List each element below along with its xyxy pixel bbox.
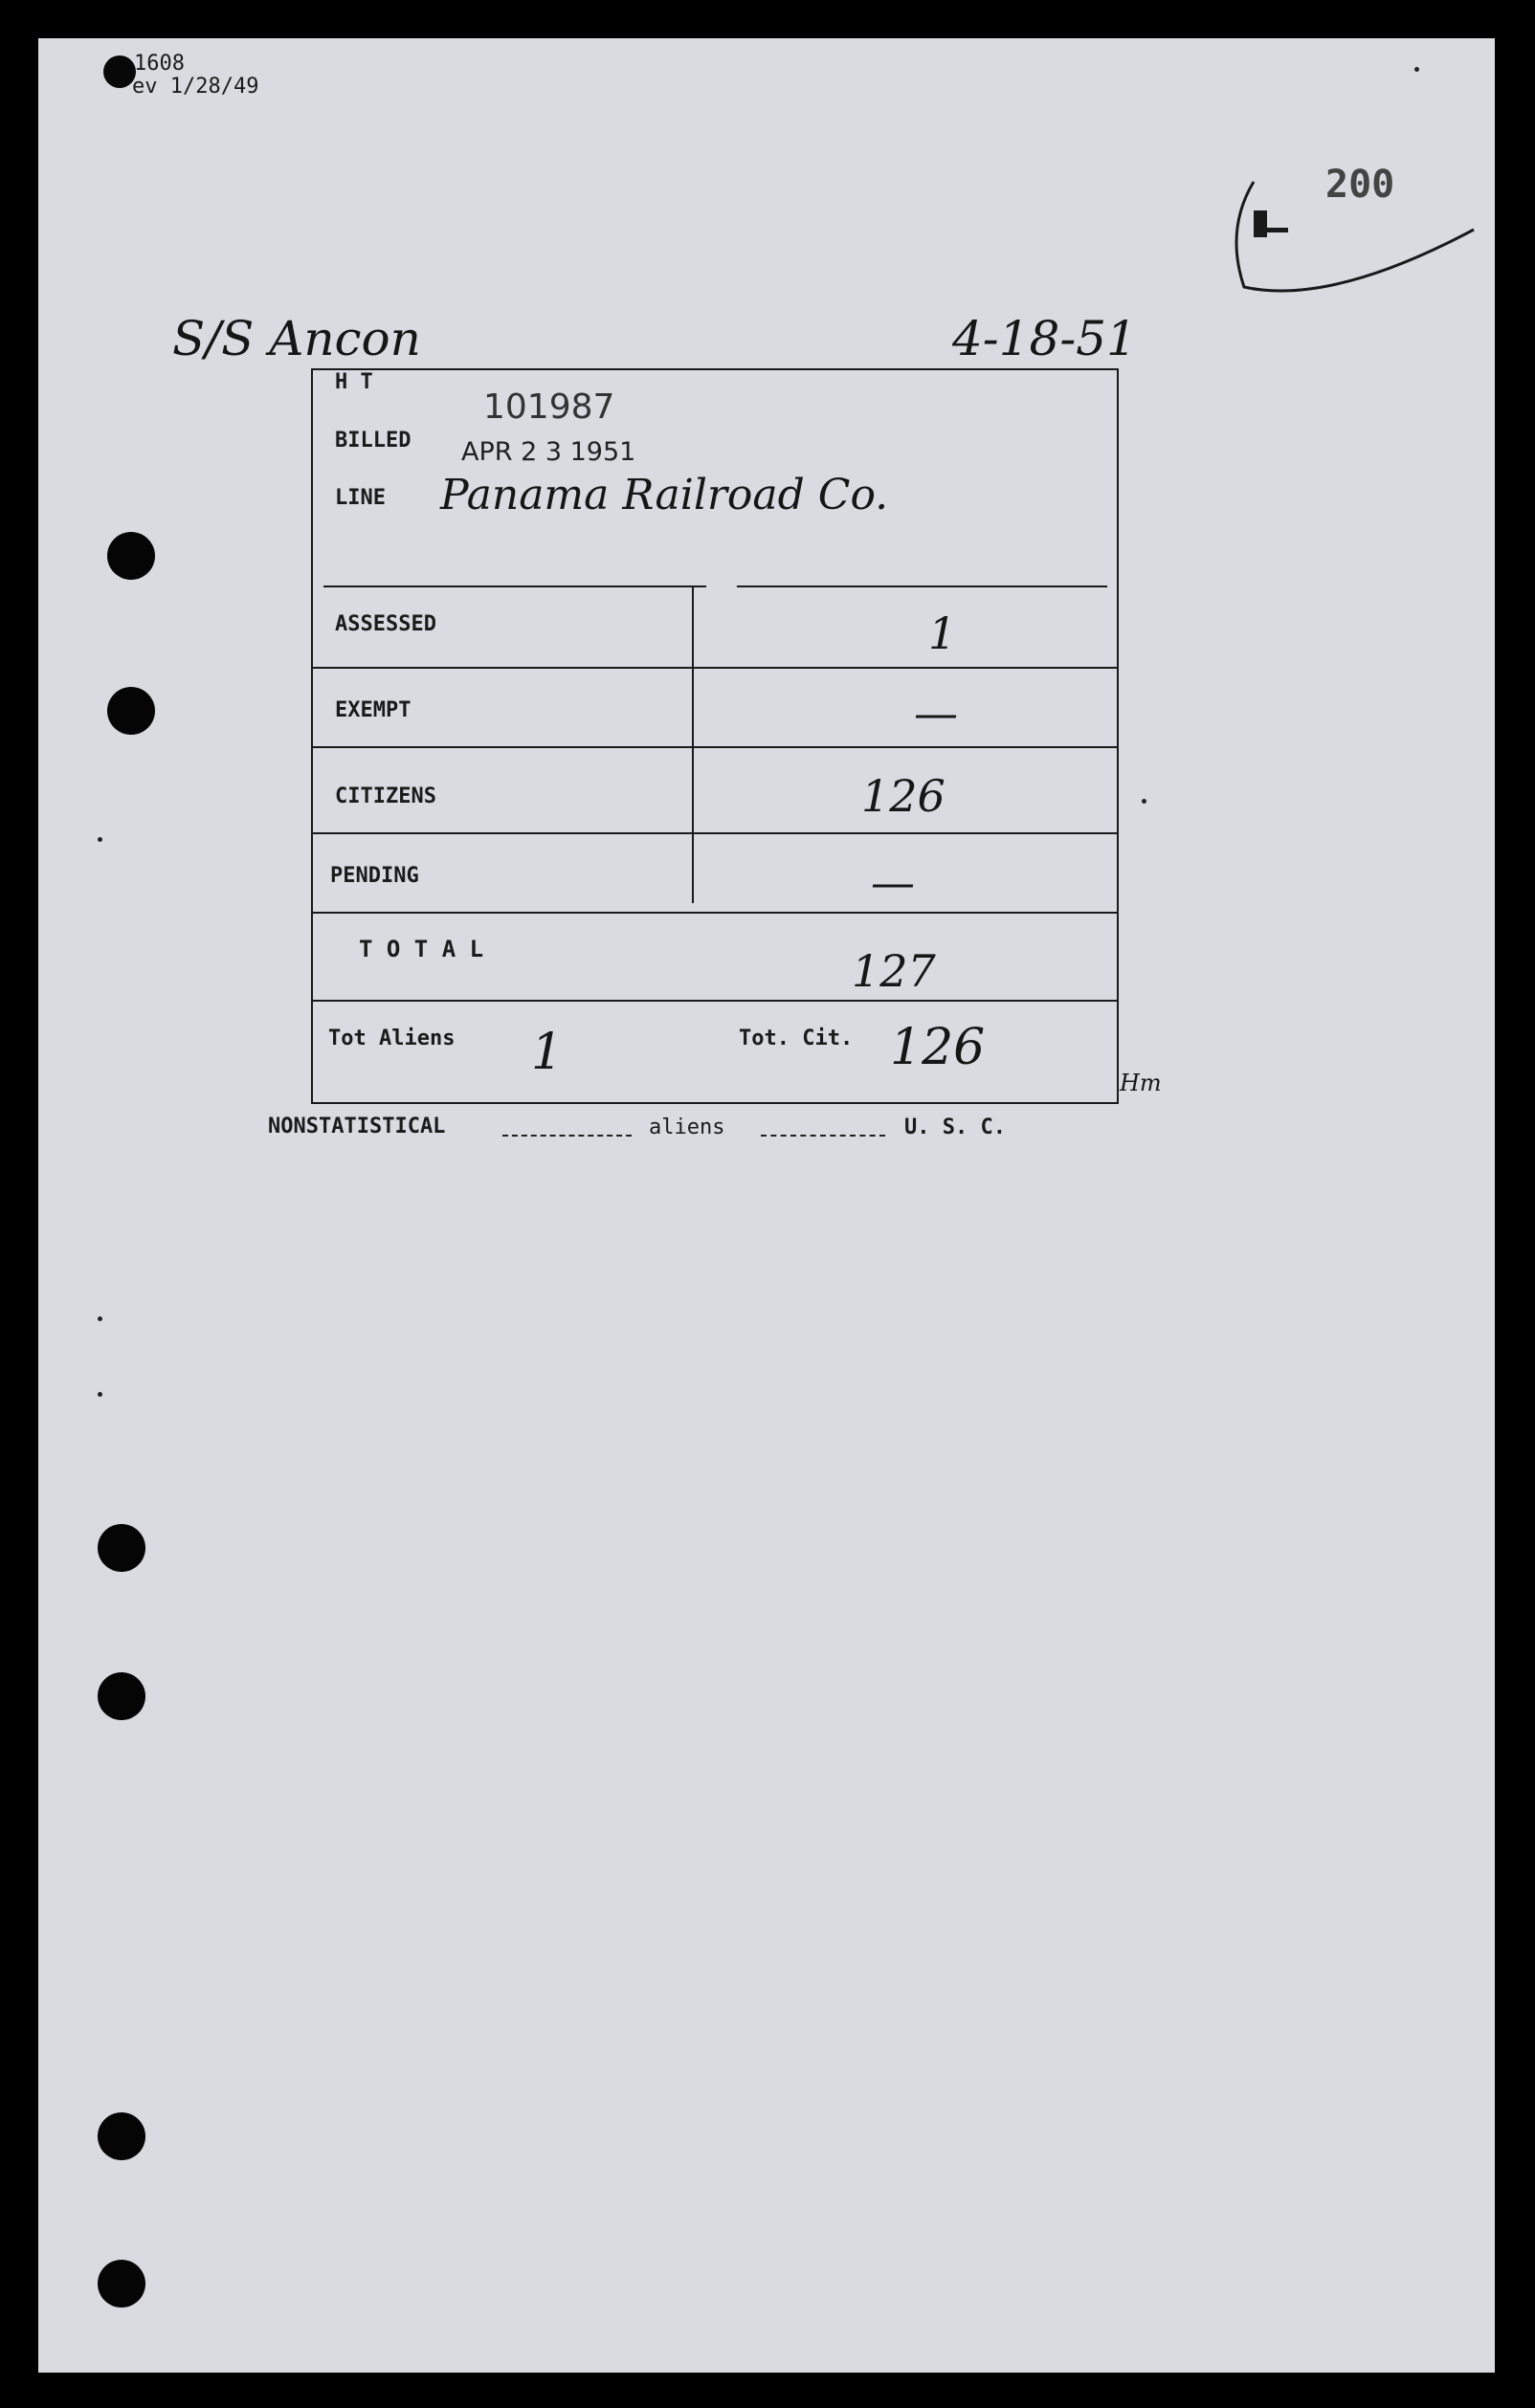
punch-hole (107, 687, 155, 735)
row-rule (311, 832, 1117, 834)
speck (1142, 799, 1146, 804)
aliens-blank (761, 1135, 885, 1137)
table-rule-top-right (737, 585, 1107, 587)
initials: Hm (1120, 1070, 1162, 1096)
row-label-exempt: EXEMPT (335, 698, 412, 722)
punch-hole (98, 2260, 145, 2308)
line-value: Panama Railroad Co. (440, 471, 889, 519)
row-rule (311, 667, 1117, 669)
usc-label: U. S. C. (904, 1116, 1006, 1139)
manifest-date: 4-18-51 (952, 311, 1137, 366)
billed-date: APR 2 3 1951 (461, 437, 636, 467)
line-label: LINE (335, 486, 386, 510)
form-number: 1608 (134, 52, 185, 76)
punch-hole (98, 1672, 145, 1720)
row-rule (311, 1000, 1117, 1002)
tot-aliens-value: 1 (531, 1024, 564, 1081)
ht-number: 101987 (483, 387, 615, 427)
form-revision: ev 1/28/49 (132, 75, 259, 99)
punch-hole-top (103, 55, 136, 88)
row-value-assessed: 1 (928, 608, 957, 659)
stamp-number: 200 (1325, 163, 1395, 207)
row-label-pending: PENDING (330, 864, 419, 888)
nonstat-blank (502, 1135, 632, 1137)
punch-hole (98, 1524, 145, 1572)
row-value-pending: — (871, 856, 915, 908)
table-divider (692, 587, 694, 903)
row-label-citizens: CITIZENS (335, 784, 436, 808)
row-value-exempt: — (914, 687, 958, 739)
table-rule-top-left (323, 585, 706, 587)
punch-hole (98, 2112, 145, 2160)
total-value: 127 (852, 945, 936, 997)
row-value-citizens: 126 (861, 770, 945, 822)
tot-cit-value: 126 (890, 1019, 986, 1076)
ship-name: S/S Ancon (172, 311, 421, 366)
speck (98, 837, 102, 842)
speck (1414, 67, 1419, 72)
total-label: T O T A L (359, 936, 484, 962)
punch-hole (107, 532, 155, 580)
row-label-assessed: ASSESSED (335, 612, 436, 636)
ht-label: H T (335, 370, 373, 394)
row-rule (311, 746, 1117, 748)
speck (98, 1316, 102, 1321)
row-rule (311, 912, 1117, 914)
billed-label: BILLED (335, 429, 412, 453)
document-sheet (38, 38, 1495, 2373)
tot-aliens-label: Tot Aliens (328, 1027, 456, 1050)
speck (98, 1392, 102, 1397)
nonstat-label: NONSTATISTICAL (268, 1115, 446, 1138)
nonstat-aliens-label: aliens (649, 1116, 725, 1139)
tot-cit-label: Tot. Cit. (739, 1027, 854, 1050)
